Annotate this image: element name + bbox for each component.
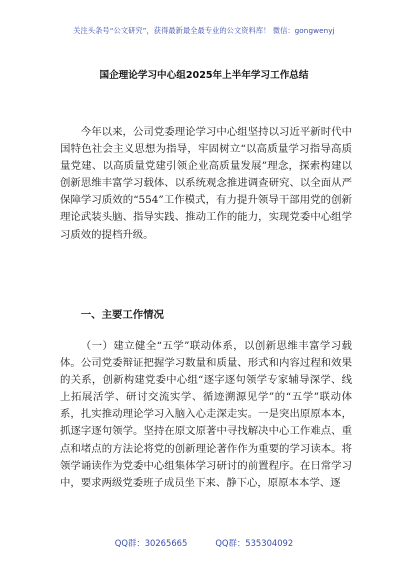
footer-qq-group-2: QQ群：535304092 — [215, 538, 294, 548]
footer-qq-group-1: QQ群：30265665 — [114, 538, 188, 548]
section-block — [60, 338, 352, 492]
footer-contact — [0, 537, 408, 549]
section-heading: 一、主要工作情况 — [80, 309, 164, 321]
intro-block — [60, 124, 352, 244]
intro-paragraph: 今年以来，公司党委理论学习中心组坚持以习近平新时代中国特色社会主义思想为指导，牢固树立“以高质量学习指导高质量党建、以高质量党建引领企业高质量发展”理念，探索构建以创新思维丰富学习载体、以系统观念推进调查研究、以全面从严保障学习质效的“554”工作模式，有力提升领导干部用党的创新理论武装头脑、指导实践、推动工作的能力，实现党委中心组学习质效的提档升级。 — [60, 126, 352, 241]
header-banner: 关注头条号“公文研究”，获得最新最全最专业的公文资料库！ 微信：gongwenyj — [73, 26, 335, 35]
document-title: 国企理论学习中心组2025年上半年学习工作总结 — [99, 70, 309, 81]
section-paragraph: （一）建立健全“五学”联动体系，以创新思维丰富学习载体。公司党委辩证把握学习数量和质量、形式和内容过程和效果的关系，创新构建党委中心组“逐字逐句领学专家辅导深学、线上拓展活学、研讨交流实学、循迹溯源见学”的“五学”联动体系，扎实推动理论学习入脑入心走深走实。一是突出原原本本，抓逐字逐句领学。坚持在原文原著中寻找解决中心工作难点、重点和堵点的方法论将党的创新理论著作作为重要的学习读本。将领学诵读作为党委中心组集体学习研讨的前置程序。在日常学习中，要求两级党委班子成员坐下来、静下心，原原本本学、逐 — [60, 340, 352, 489]
